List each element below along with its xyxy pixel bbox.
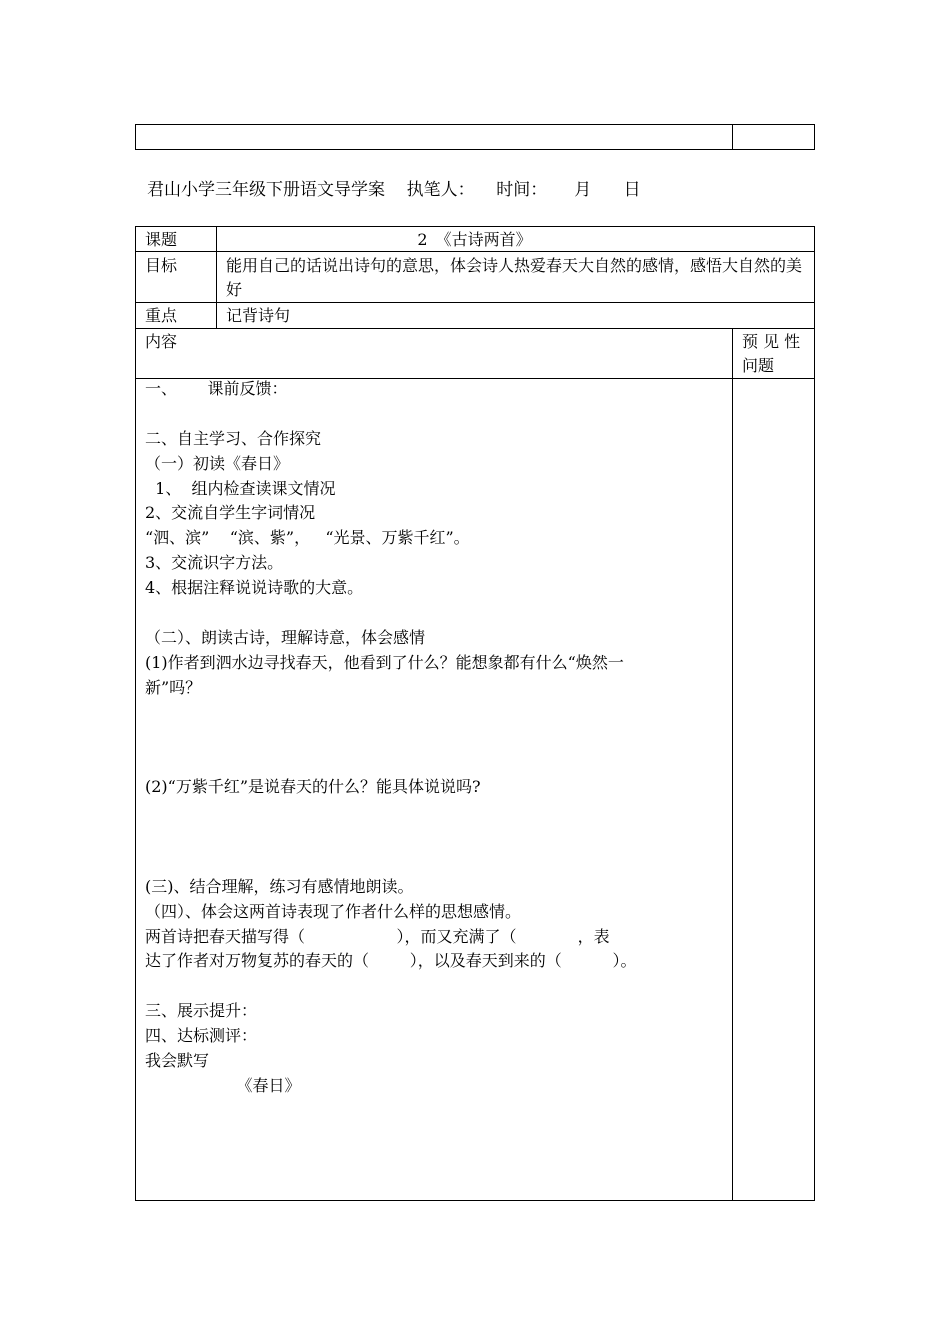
- top-blank-table: [135, 124, 815, 150]
- content-line: （二）、朗读古诗，理解诗意，体会感情: [145, 627, 426, 647]
- focus-value: 记背诗句: [226, 306, 291, 325]
- content-line: [145, 800, 730, 825]
- preview-column-divider: [732, 328, 733, 1200]
- preview-label: 预 见 性 问题: [742, 332, 801, 375]
- top-table-divider: [732, 125, 733, 149]
- content-line: [145, 750, 730, 775]
- row-divider: [136, 328, 814, 329]
- content-line: [145, 402, 730, 427]
- goal-value: 能用自己的话说出诗句的意思，体会诗人热爱春天大自然的感情，感悟大自然的美好: [226, 256, 803, 299]
- content-line: 达了作者对万物复苏的春天的（ ），以及春天到来的（ ）。: [145, 951, 637, 971]
- topic-value: 2 《古诗两首》: [417, 230, 532, 249]
- goal-label: 目标: [145, 256, 178, 275]
- content-line: “泗、滨” “滨、紫”， “光景、万紫千红”。: [145, 528, 470, 548]
- content-line: [145, 725, 730, 750]
- topic-label: 课题: [145, 230, 178, 249]
- content-line: 我会默写: [145, 1051, 210, 1071]
- content-line: (三)、结合理解，练习有感情地朗读。: [145, 876, 414, 896]
- content-line: [145, 850, 730, 875]
- content-line: （一）初读《春日》: [145, 453, 290, 473]
- lesson-content: [145, 377, 730, 1099]
- content-line: （四）、体会这两首诗表现了作者什么样的思想感情。: [145, 901, 522, 921]
- content-line: 4、根据注释说说诗歌的大意。: [145, 578, 364, 598]
- focus-label: 重点: [145, 306, 178, 325]
- content-line: 二、自主学习、合作探究: [145, 428, 322, 448]
- content-line: [145, 701, 730, 726]
- content-line: 两首诗把春天描写得（ ），而又充满了（ ，表: [145, 926, 610, 946]
- row-divider: [136, 302, 814, 303]
- content-line: [145, 825, 730, 850]
- content-line: [145, 601, 730, 626]
- content-line: (1)作者到泗水边寻找春天，他看到了什么？能想象都有什么“焕然一: [145, 652, 624, 672]
- content-line: 1、 组内检查读课文情况: [145, 478, 336, 498]
- content-line: 3、交流识字方法。: [145, 553, 284, 573]
- content-label: 内容: [145, 332, 178, 351]
- lesson-plan-table: [135, 226, 815, 1201]
- content-line: (2)“万紫千红”是说春天的什么？能具体说说吗?: [145, 777, 481, 797]
- content-line: [145, 974, 730, 999]
- page-heading: 君山小学三年级下册语文导学案 执笔人： 时间： 月 日: [147, 180, 641, 200]
- content-line: 2、交流自学生字词情况: [145, 503, 316, 523]
- content-line: 四、达标测评：: [145, 1026, 258, 1046]
- content-line: 一、 课前反馈：: [145, 379, 288, 398]
- content-line: 《春日》: [145, 1075, 301, 1095]
- content-line: 新”吗？: [145, 677, 202, 697]
- content-line: 三、展示提升：: [145, 1001, 258, 1021]
